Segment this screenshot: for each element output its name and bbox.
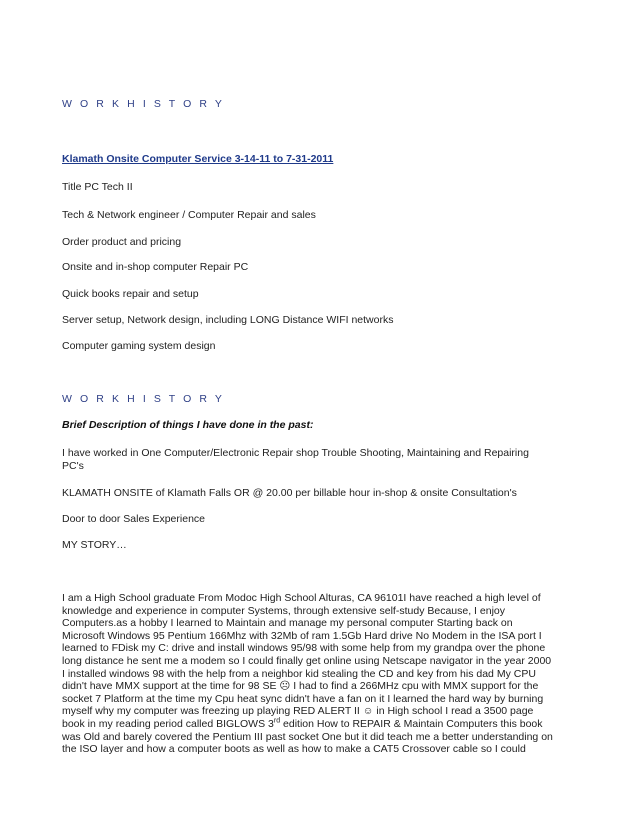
work-history-heading-2: W O R K H I S T O R Y — [62, 393, 225, 405]
story-line: didn't have MMX support at the time for 98 SE ☹ I had to find a 266MHz cpu with MMX support for the — [62, 680, 539, 693]
job-detail-line: Onsite and in-shop computer Repair PC — [62, 261, 249, 273]
story-line: was Old and barely covered the Pentium III past socket One but it did teach me a better understanding on — [62, 730, 553, 743]
story-line: book in my reading period called BIGLOWS 3rd edition How to REPAIR & Maintain Computers this book — [62, 717, 543, 730]
story-line: I am a High School graduate From Modoc High School Alturas, CA 96101I have reached a high level of — [62, 592, 541, 604]
description-line: KLAMATH ONSITE of Klamath Falls OR @ 20.00 per billable hour in-shop & onsite Consultation's — [62, 487, 517, 499]
story-line: learned to FDisk my C: drive and install windows 95/98 with some help from my grandpa over the phone — [62, 642, 546, 655]
job-detail-line: Tech & Network engineer / Computer Repair and sales — [62, 209, 316, 221]
my-story-heading: MY STORY… — [62, 539, 127, 551]
description-line: I have worked in One Computer/Electronic Repair shop Trouble Shooting, Maintaining and Repairing — [62, 447, 529, 459]
job-detail-line: Server setup, Network design, including LONG Distance WIFI networks — [62, 314, 394, 326]
story-line: knowledge and experience in computer Systems, through extensive self-study Because, I enjoy — [62, 604, 505, 617]
brief-description-subtitle: Brief Description of things I have done in the past: — [62, 419, 314, 431]
story-line: long distance he sent me a modem so I could finally get online using Netscape navigator in the year 2000 — [62, 654, 552, 667]
story-line: myself why my computer was freezing up playing RED ALERT II ☺ in High school I read a 3500 page — [62, 705, 534, 718]
story-paragraph — [62, 592, 582, 756]
story-line: I installed windows 98 with the help from a neighbor kid stealing the CD and key from his dad My CPU — [62, 667, 536, 680]
job-detail-line: Order product and pricing — [62, 236, 182, 248]
job-detail-line: Quick books repair and setup — [62, 288, 199, 300]
story-line: socket 7 Platform at the time my Cpu heat sync didn't have a fan on it I learned the hard way by burning — [62, 692, 544, 705]
ordinal-superscript: rd — [273, 717, 281, 725]
story-line: Computers.as a hobby I learned to Maintain and manage my personal computer Starting back on — [62, 617, 513, 630]
description-line: PC's — [62, 460, 84, 472]
story-line: Microsoft Windows 95 Pentium 166Mhz with 32Mb of ram 1.5Gb Hard drive No Modem in the ISA port I — [62, 629, 542, 642]
story-line: the ISO layer and how a computer boots as well as how to make a CAT5 Crossover cable so I could — [62, 743, 526, 756]
job-detail-line: Computer gaming system design — [62, 340, 216, 352]
job-title: Klamath Onsite Computer Service 3-14-11 to 7-31-2011 — [62, 153, 334, 165]
description-line: Door to door Sales Experience — [62, 513, 205, 525]
job-detail-line: Title PC Tech II — [62, 181, 133, 193]
work-history-heading-1: W O R K H I S T O R Y — [62, 98, 225, 110]
